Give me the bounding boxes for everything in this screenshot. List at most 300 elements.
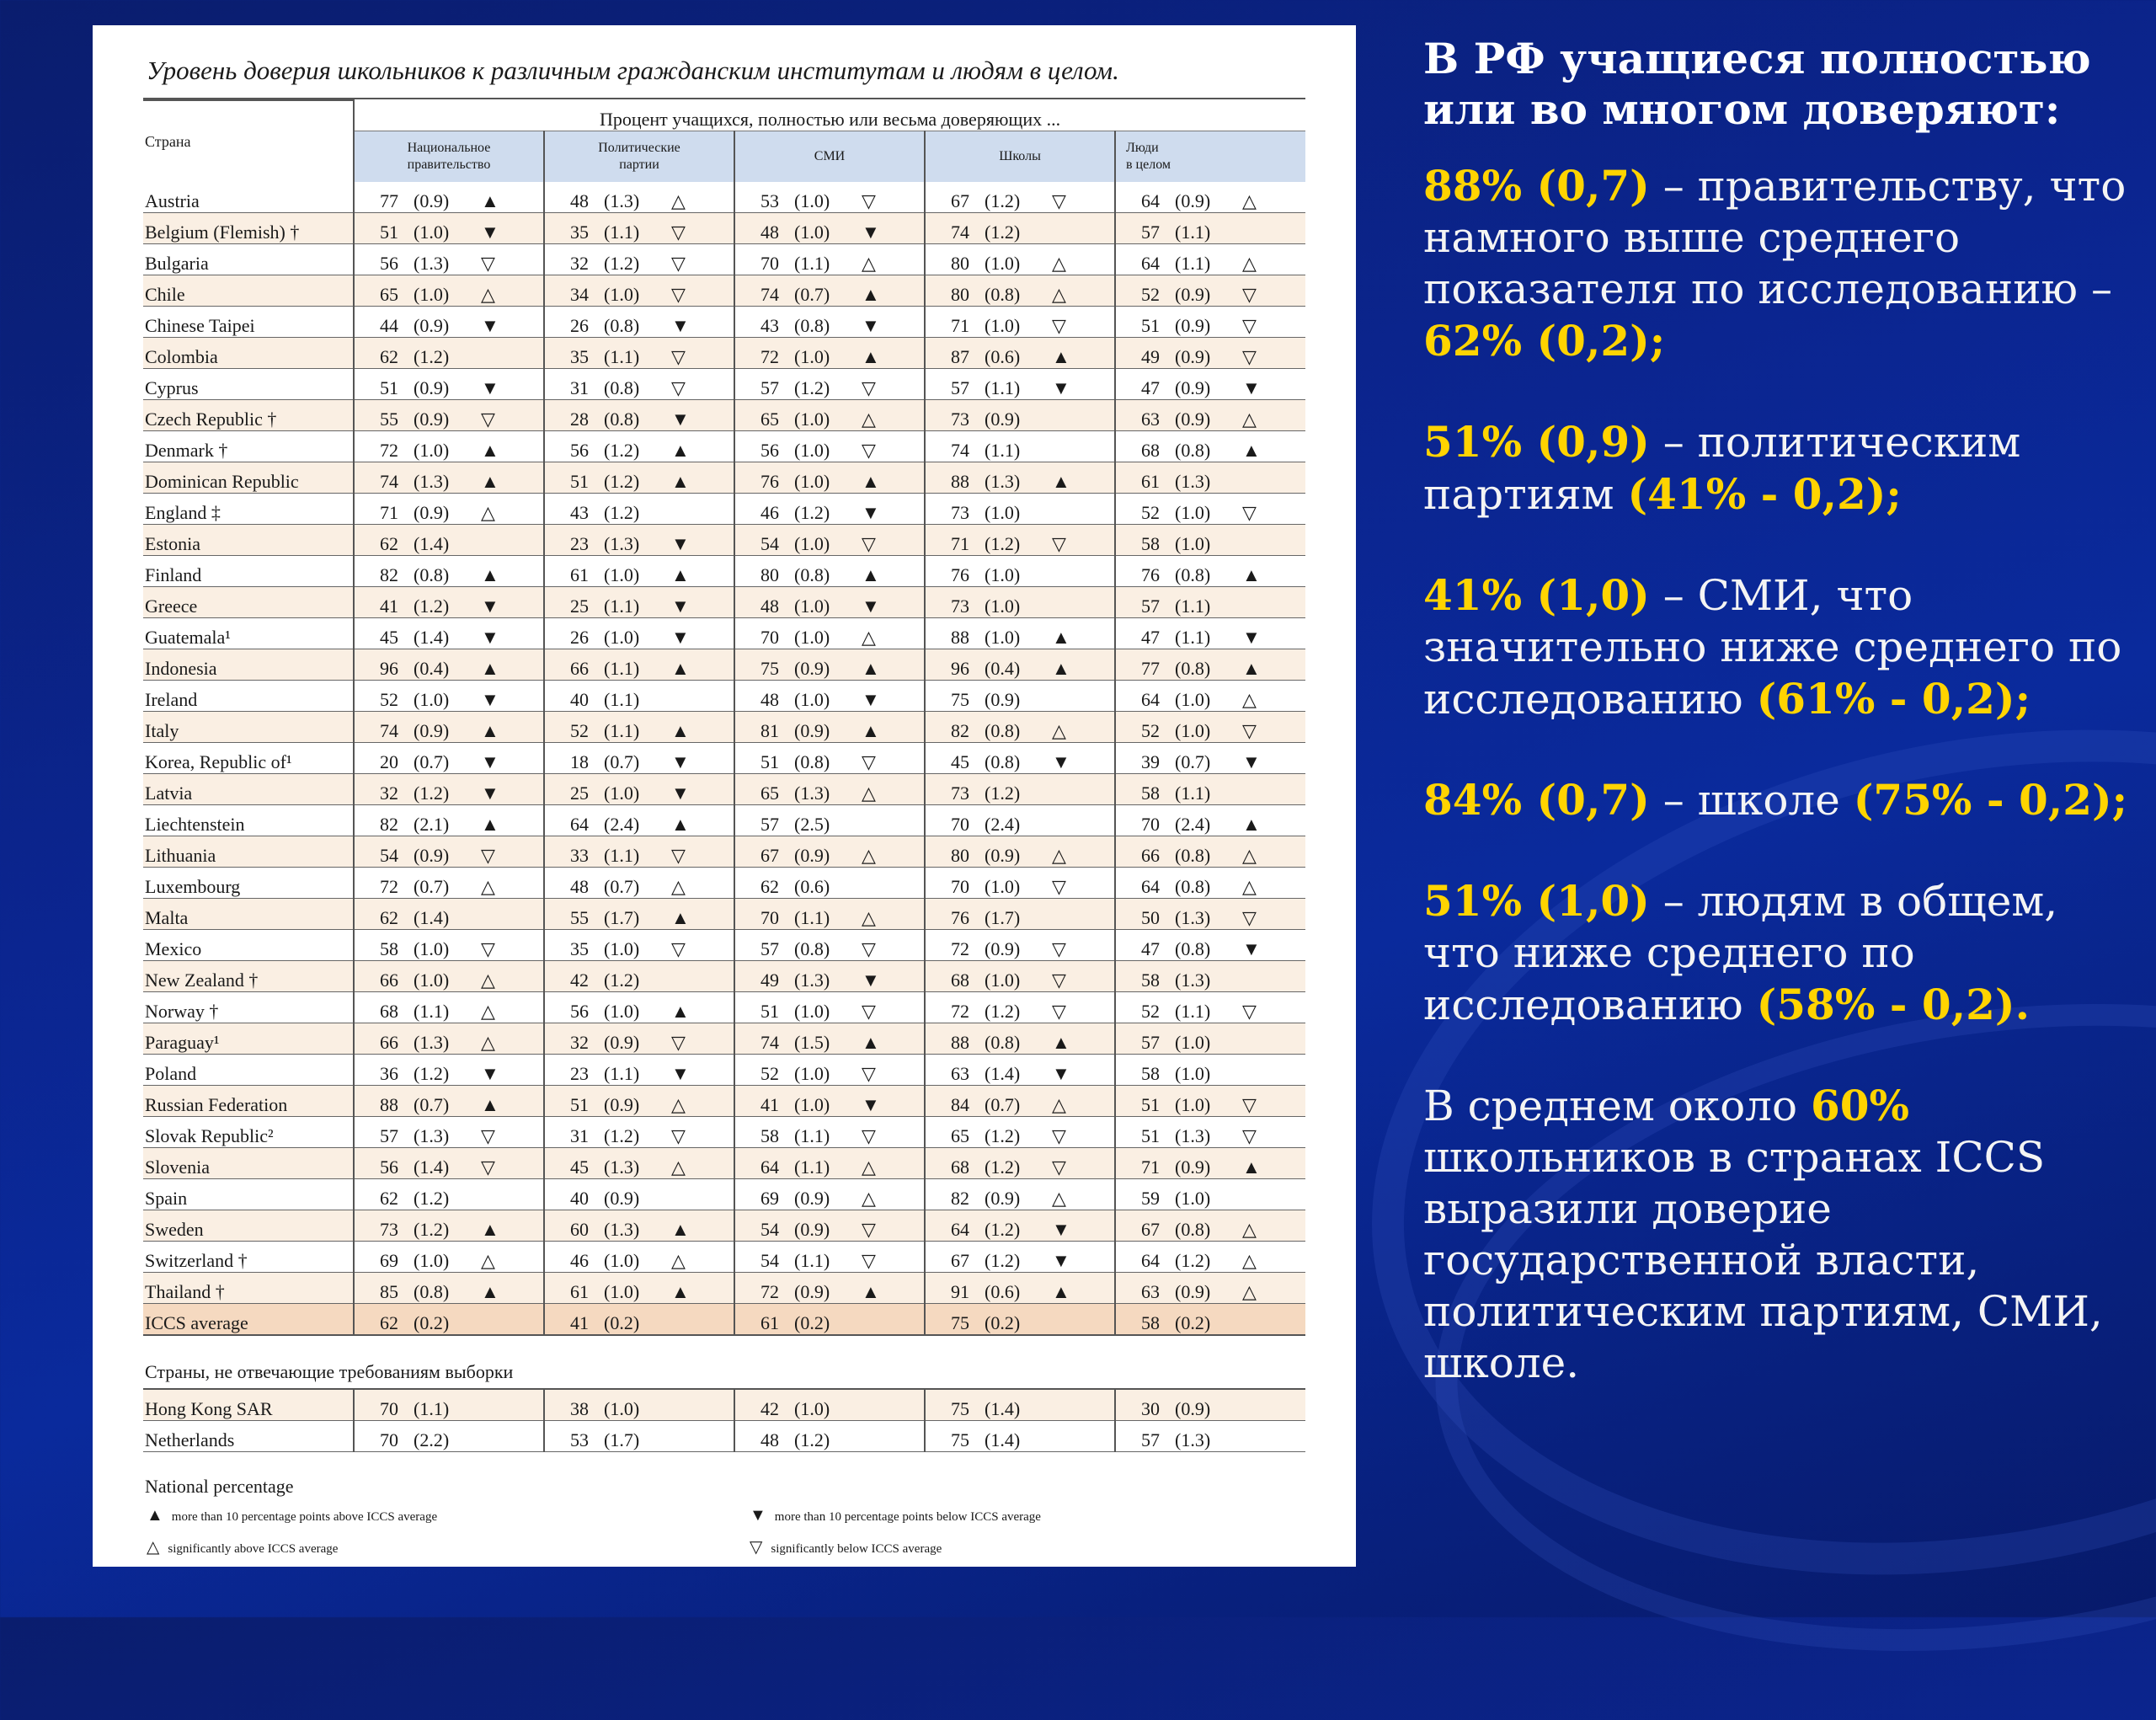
data-cell xyxy=(544,868,734,899)
significance-marker: ▲ xyxy=(671,720,690,741)
standard-error: (1.0) xyxy=(794,1063,830,1084)
significance-marker: △ xyxy=(1242,253,1257,274)
percent-value: 80 xyxy=(951,284,969,305)
legend-item xyxy=(750,1506,1041,1525)
data-cell xyxy=(544,618,734,649)
standard-error: (1.0) xyxy=(604,938,640,959)
table-row xyxy=(143,1304,1305,1336)
standard-error: (1.3) xyxy=(1175,970,1211,991)
percent-value: 70 xyxy=(380,1429,398,1450)
country-cell: Paraguay¹ xyxy=(143,1023,354,1055)
standard-error: (1.0) xyxy=(985,564,1021,585)
significance-marker: ▼ xyxy=(481,222,499,243)
paragraph-text: – СМИ, что значительно ниже среднего по исследованию xyxy=(1423,571,2122,724)
percent-value: 56 xyxy=(570,440,589,461)
percent-value: 67 xyxy=(951,1250,969,1271)
standard-error: (0.8) xyxy=(1175,845,1211,866)
percent-value: 61 xyxy=(760,1312,779,1333)
percent-value: 66 xyxy=(380,970,398,991)
significance-marker: ▽ xyxy=(481,253,495,274)
data-cell xyxy=(544,805,734,836)
country-cell: Sweden xyxy=(143,1210,354,1242)
standard-error: (1.0) xyxy=(794,1001,830,1022)
data-cell xyxy=(1115,649,1305,681)
significance-marker: ▲ xyxy=(671,907,690,928)
data-cell xyxy=(925,275,1115,307)
percent-value: 64 xyxy=(1141,876,1160,897)
column-header xyxy=(544,131,734,183)
data-cell xyxy=(544,743,734,774)
significance-marker: ▽ xyxy=(862,190,876,211)
significance-marker: ▽ xyxy=(1242,720,1257,741)
standard-error: (0.9) xyxy=(985,689,1021,710)
significance-marker: ▼ xyxy=(1052,1063,1070,1084)
data-cell xyxy=(354,587,544,618)
data-cell xyxy=(544,1086,734,1117)
country-cell: Bulgaria xyxy=(143,244,354,275)
standard-error: (1.0) xyxy=(1175,1188,1211,1209)
percent-value: 71 xyxy=(1141,1156,1160,1178)
table-row xyxy=(143,681,1305,712)
percent-value: 49 xyxy=(1141,346,1160,367)
percent-value: 42 xyxy=(570,970,589,991)
percent-value: 55 xyxy=(570,907,589,928)
data-cell xyxy=(544,930,734,961)
highlighted-figure: 62% (0,2); xyxy=(1423,316,1666,366)
standard-error: (1.3) xyxy=(794,970,830,991)
percent-value: 47 xyxy=(1141,377,1160,398)
significance-marker: ▼ xyxy=(1052,751,1070,772)
data-cell xyxy=(544,1210,734,1242)
standard-error: (1.3) xyxy=(1175,471,1211,492)
standard-error: (1.1) xyxy=(414,1398,450,1419)
standard-error: (1.3) xyxy=(794,783,830,804)
significance-marker: ▽ xyxy=(481,1125,495,1146)
table-row xyxy=(143,275,1305,307)
data-cell xyxy=(734,992,925,1023)
data-cell xyxy=(734,1148,925,1179)
table-row xyxy=(143,992,1305,1023)
data-cell xyxy=(925,1117,1115,1148)
significance-marker: ▽ xyxy=(671,377,686,398)
country-cell: Czech Republic † xyxy=(143,400,354,431)
data-cell xyxy=(544,1242,734,1273)
standard-error: (1.1) xyxy=(1175,253,1211,274)
table-row xyxy=(143,836,1305,868)
significance-marker: ▲ xyxy=(481,1094,499,1115)
standard-error: (1.2) xyxy=(985,1250,1021,1271)
highlighted-figure: 60% xyxy=(1810,1081,1910,1130)
data-cell xyxy=(1115,338,1305,369)
paragraph-text: – правительству, что намного выше среднего показателя по исследованию – xyxy=(1423,162,2127,313)
significance-marker: △ xyxy=(481,284,495,305)
significance-marker: ▼ xyxy=(481,627,499,648)
standard-error: (0.8) xyxy=(1175,440,1211,461)
standard-error: (0.8) xyxy=(1175,938,1211,959)
legend-text: significantly below ICCS average xyxy=(771,1542,942,1556)
table-row xyxy=(143,899,1305,930)
percent-value: 63 xyxy=(1141,1281,1160,1302)
data-cell xyxy=(544,836,734,868)
percent-value: 71 xyxy=(951,315,969,336)
percent-value: 68 xyxy=(380,1001,398,1022)
data-cell xyxy=(1115,1304,1305,1336)
standard-error: (0.8) xyxy=(794,315,830,336)
percent-value: 52 xyxy=(570,720,589,741)
percent-value: 70 xyxy=(951,876,969,897)
significance-marker: ▲ xyxy=(1052,471,1070,492)
percent-value: 67 xyxy=(760,845,779,866)
percent-value: 32 xyxy=(570,1032,589,1053)
percent-value: 52 xyxy=(380,689,398,710)
percent-value: 60 xyxy=(570,1219,589,1240)
percent-value: 40 xyxy=(570,689,589,710)
percent-value: 76 xyxy=(1141,564,1160,585)
percent-value: 72 xyxy=(760,346,779,367)
standard-error: (1.1) xyxy=(604,658,640,679)
data-cell xyxy=(925,1304,1115,1336)
significance-marker: ▼ xyxy=(862,502,880,523)
data-cell xyxy=(1115,1389,1305,1421)
percent-value: 41 xyxy=(760,1094,779,1115)
percent-value: 47 xyxy=(1141,627,1160,648)
significance-marker: △ xyxy=(862,409,876,430)
percent-value: 58 xyxy=(1141,1312,1160,1333)
standard-error: (0.8) xyxy=(1175,1219,1211,1240)
percent-value: 57 xyxy=(1141,596,1160,617)
percent-value: 48 xyxy=(570,876,589,897)
percent-value: 77 xyxy=(380,190,398,211)
table-row xyxy=(143,244,1305,275)
percent-value: 69 xyxy=(760,1188,779,1209)
percent-value: 73 xyxy=(951,409,969,430)
data-cell xyxy=(925,244,1115,275)
table-row xyxy=(143,1117,1305,1148)
country-cell: Chinese Taipei xyxy=(143,307,354,338)
data-cell xyxy=(1115,307,1305,338)
data-cell xyxy=(544,1117,734,1148)
standard-error: (1.2) xyxy=(414,1188,450,1209)
standard-error: (0.2) xyxy=(604,1312,640,1333)
data-cell xyxy=(1115,899,1305,930)
significance-marker: ▲ xyxy=(671,471,690,492)
standard-error: (0.9) xyxy=(794,1188,830,1209)
legend xyxy=(143,1476,1305,1568)
data-cell xyxy=(925,992,1115,1023)
significance-marker: ▲ xyxy=(481,658,499,679)
percent-value: 67 xyxy=(951,190,969,211)
data-cell xyxy=(354,494,544,525)
data-cell xyxy=(734,774,925,805)
table-row xyxy=(143,774,1305,805)
country-cell: Lithuania xyxy=(143,836,354,868)
significance-marker: △ xyxy=(671,1094,686,1115)
standard-error: (0.4) xyxy=(985,658,1021,679)
standard-error: (0.6) xyxy=(985,1281,1021,1302)
percent-value: 53 xyxy=(760,190,779,211)
significance-marker: ▲ xyxy=(862,658,880,679)
significance-marker: △ xyxy=(1242,689,1257,710)
data-cell xyxy=(734,1242,925,1273)
column-header-line: Школы xyxy=(999,149,1041,163)
standard-error: (0.8) xyxy=(794,751,830,772)
data-cell xyxy=(544,1304,734,1336)
significance-marker: ▼ xyxy=(671,1063,690,1084)
significance-marker: ▽ xyxy=(862,440,876,461)
percent-value: 80 xyxy=(951,845,969,866)
percent-value: 32 xyxy=(380,783,398,804)
percent-value: 73 xyxy=(951,783,969,804)
significance-marker: △ xyxy=(481,1250,495,1271)
percent-value: 48 xyxy=(570,190,589,211)
standard-error: (0.8) xyxy=(604,409,640,430)
country-cell: Switzerland † xyxy=(143,1242,354,1273)
column-header-line: Политические xyxy=(598,141,680,155)
data-cell xyxy=(925,587,1115,618)
standard-error: (0.6) xyxy=(985,346,1021,367)
percent-value: 35 xyxy=(570,346,589,367)
standard-error: (0.8) xyxy=(604,377,640,398)
percent-value: 74 xyxy=(951,440,969,461)
significance-marker: ▲ xyxy=(1052,346,1070,367)
percent-value: 64 xyxy=(1141,1250,1160,1271)
significance-marker: △ xyxy=(1242,1281,1257,1302)
data-cell xyxy=(544,1389,734,1421)
standard-error: (1.0) xyxy=(794,1398,830,1419)
percent-value: 23 xyxy=(570,533,589,554)
data-cell xyxy=(354,805,544,836)
highlighted-figure: 51% (0,9) xyxy=(1423,417,1650,467)
standard-error: (1.2) xyxy=(985,190,1021,211)
table-row xyxy=(143,338,1305,369)
significance-marker: △ xyxy=(481,1032,495,1053)
data-cell xyxy=(544,587,734,618)
country-cell: Spain xyxy=(143,1179,354,1210)
significance-marker: ▲ xyxy=(671,1001,690,1022)
data-cell xyxy=(354,1086,544,1117)
data-cell xyxy=(354,244,544,275)
percent-value: 68 xyxy=(951,1156,969,1178)
data-cell xyxy=(354,774,544,805)
data-cell xyxy=(544,244,734,275)
country-cell: Cyprus xyxy=(143,369,354,400)
standard-error: (0.9) xyxy=(985,938,1021,959)
significance-marker: ▽ xyxy=(1242,1094,1257,1115)
significance-marker: ▲ xyxy=(862,564,880,585)
significance-marker: △ xyxy=(1052,1094,1066,1115)
standard-error: (1.0) xyxy=(604,1250,640,1271)
standard-error: (0.9) xyxy=(604,1094,640,1115)
percent-value: 71 xyxy=(380,502,398,523)
percent-value: 43 xyxy=(570,502,589,523)
data-cell xyxy=(925,1148,1115,1179)
data-cell xyxy=(925,1210,1115,1242)
standard-error: (1.0) xyxy=(604,783,640,804)
table-row xyxy=(143,1055,1305,1086)
data-cell xyxy=(734,1023,925,1055)
standard-error: (1.2) xyxy=(794,502,830,523)
standard-error: (1.2) xyxy=(794,1429,830,1450)
data-cell xyxy=(925,618,1115,649)
data-cell xyxy=(734,1055,925,1086)
country-cell: Korea, Republic of¹ xyxy=(143,743,354,774)
table-row xyxy=(143,369,1305,400)
data-cell xyxy=(734,805,925,836)
standard-error: (0.8) xyxy=(1175,658,1211,679)
significance-marker: ▲ xyxy=(862,284,880,305)
percent-value: 34 xyxy=(570,284,589,305)
legend-text: more than 10 percentage points above ICCS average xyxy=(171,1510,438,1524)
percent-value: 88 xyxy=(951,1032,969,1053)
data-cell xyxy=(734,462,925,494)
standard-error: (1.1) xyxy=(604,845,640,866)
percent-value: 73 xyxy=(380,1219,398,1240)
significance-marker: ▲ xyxy=(481,440,499,461)
data-cell xyxy=(354,899,544,930)
legend-title: National percentage xyxy=(145,1476,294,1497)
standard-error: (1.3) xyxy=(985,471,1021,492)
data-cell xyxy=(734,930,925,961)
standard-error: (1.1) xyxy=(794,1125,830,1146)
percent-value: 45 xyxy=(380,627,398,648)
percent-value: 74 xyxy=(760,1032,779,1053)
legend-text: more than 10 percentage points below ICCS average xyxy=(774,1510,1041,1524)
standard-error: (0.8) xyxy=(985,751,1021,772)
significance-marker: ▲ xyxy=(671,440,690,461)
percent-value: 75 xyxy=(951,1312,969,1333)
data-cell xyxy=(734,275,925,307)
paragraph-text: – людям в общем, что ниже среднего по исследованию xyxy=(1423,877,2058,1029)
data-cell xyxy=(1115,1086,1305,1117)
data-cell xyxy=(1115,1179,1305,1210)
data-cell xyxy=(544,556,734,587)
standard-error: (1.1) xyxy=(1175,783,1211,804)
standard-error: (1.0) xyxy=(794,533,830,554)
data-cell xyxy=(354,556,544,587)
significance-marker: ▼ xyxy=(671,409,690,430)
percent-value: 51 xyxy=(760,751,779,772)
significance-marker: ▼ xyxy=(1242,627,1261,648)
table-row xyxy=(143,1086,1305,1117)
percent-value: 66 xyxy=(380,1032,398,1053)
significance-marker: ▲ xyxy=(671,564,690,585)
percent-value: 25 xyxy=(570,783,589,804)
significance-marker: ▽ xyxy=(1052,970,1066,991)
percent-value: 84 xyxy=(951,1094,969,1115)
standard-error: (1.1) xyxy=(794,907,830,928)
standard-error: (0.9) xyxy=(414,502,450,523)
summary-paragraph xyxy=(1423,160,2131,367)
percent-value: 51 xyxy=(760,1001,779,1022)
significance-marker: ▼ xyxy=(671,315,690,336)
standard-error: (1.3) xyxy=(604,533,640,554)
standard-error: (1.0) xyxy=(414,938,450,959)
percent-value: 72 xyxy=(951,938,969,959)
percent-value: 31 xyxy=(570,377,589,398)
data-cell xyxy=(925,961,1115,992)
significance-marker: △ xyxy=(862,845,876,866)
standard-error: (1.1) xyxy=(414,1001,450,1022)
percent-value: 38 xyxy=(570,1398,589,1419)
standard-error: (1.1) xyxy=(604,596,640,617)
significance-marker: ▲ xyxy=(1052,658,1070,679)
standard-error: (0.8) xyxy=(414,564,450,585)
table-row xyxy=(143,868,1305,899)
data-cell xyxy=(734,307,925,338)
standard-error: (1.5) xyxy=(794,1032,830,1053)
table-row xyxy=(143,1421,1305,1452)
data-cell xyxy=(925,494,1115,525)
standard-error: (0.9) xyxy=(794,720,830,741)
standard-error: (1.0) xyxy=(604,564,640,585)
percent-value: 75 xyxy=(951,1398,969,1419)
data-cell xyxy=(354,1304,544,1336)
data-cell xyxy=(925,462,1115,494)
data-cell xyxy=(1115,1273,1305,1304)
significance-marker: △ xyxy=(671,1156,686,1178)
data-cell xyxy=(544,899,734,930)
percent-value: 74 xyxy=(380,720,398,741)
standard-error: (0.8) xyxy=(794,564,830,585)
standard-error: (1.1) xyxy=(985,440,1021,461)
standard-error: (0.9) xyxy=(794,845,830,866)
percent-value: 64 xyxy=(760,1156,779,1178)
percent-value: 88 xyxy=(951,627,969,648)
standard-error: (1.2) xyxy=(604,1125,640,1146)
data-cell xyxy=(354,1210,544,1242)
table-row xyxy=(143,1148,1305,1179)
significance-marker: ▲ xyxy=(1242,814,1261,835)
country-cell: Indonesia xyxy=(143,649,354,681)
standard-error: (2.4) xyxy=(1175,814,1211,835)
significance-marker: ▲ xyxy=(481,814,499,835)
standard-error: (1.1) xyxy=(604,222,640,243)
data-cell xyxy=(734,1210,925,1242)
country-cell: Dominican Republic xyxy=(143,462,354,494)
standard-error: (0.9) xyxy=(414,190,450,211)
standard-error: (1.1) xyxy=(985,377,1021,398)
significance-marker: ▼ xyxy=(481,596,499,617)
significance-marker: ▼ xyxy=(862,689,880,710)
standard-error: (1.0) xyxy=(794,689,830,710)
standard-error: (1.0) xyxy=(985,315,1021,336)
country-cell: Liechtenstein xyxy=(143,805,354,836)
percent-value: 45 xyxy=(570,1156,589,1178)
standard-error: (0.9) xyxy=(414,720,450,741)
standard-error: (1.3) xyxy=(414,253,450,274)
data-cell xyxy=(925,338,1115,369)
significance-marker: △ xyxy=(1052,253,1066,274)
percent-value: 57 xyxy=(760,377,779,398)
percent-value: 48 xyxy=(760,689,779,710)
table-row xyxy=(143,400,1305,431)
standard-error: (1.2) xyxy=(604,440,640,461)
data-cell xyxy=(1115,930,1305,961)
data-cell xyxy=(544,1023,734,1055)
percent-value: 70 xyxy=(760,907,779,928)
data-cell xyxy=(1115,369,1305,400)
data-cell xyxy=(1115,992,1305,1023)
data-cell xyxy=(734,836,925,868)
significance-marker: ▽ xyxy=(671,1032,686,1053)
data-cell xyxy=(354,649,544,681)
data-cell xyxy=(925,1273,1115,1304)
standard-error: (1.3) xyxy=(604,1219,640,1240)
standard-error: (1.0) xyxy=(604,1001,640,1022)
standard-error: (1.0) xyxy=(794,222,830,243)
data-cell xyxy=(354,400,544,431)
percent-value: 52 xyxy=(1141,1001,1160,1022)
